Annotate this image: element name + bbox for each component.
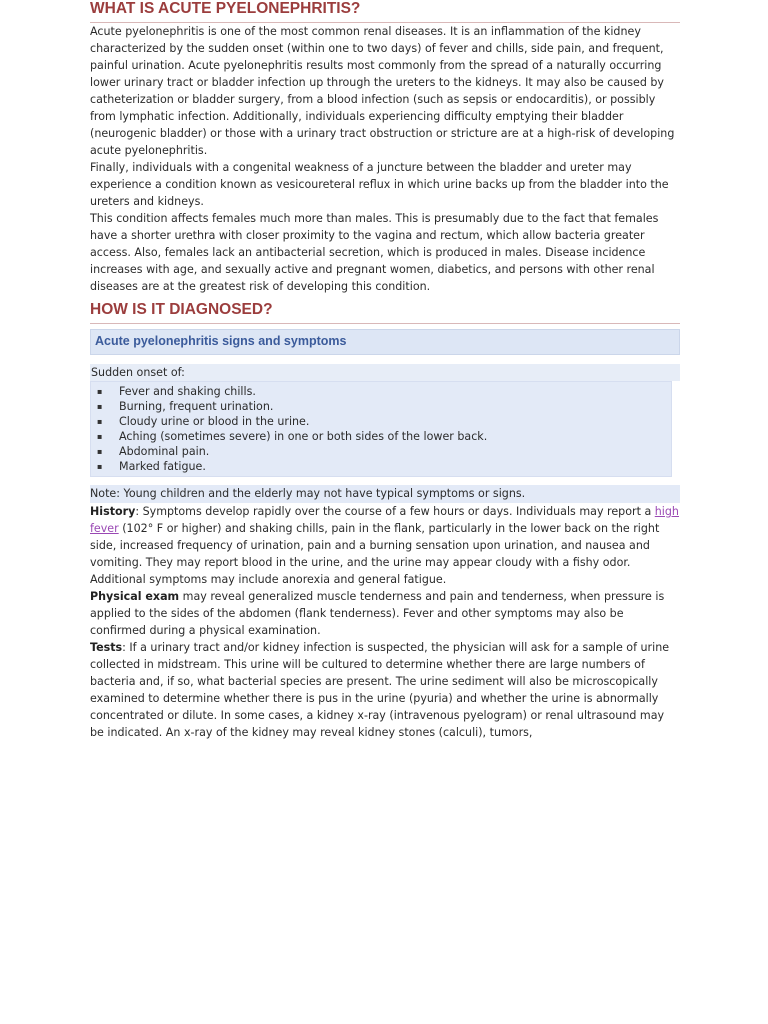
symptom-item [91, 414, 671, 429]
paragraph-tests [90, 639, 680, 741]
symptom-item [91, 429, 671, 444]
section-heading-diagnosis: HOW IS IT DIAGNOSED? [90, 301, 680, 324]
history-text-b: (102° F or higher) and shaking chills, pain in the flank, particularly in the lower back on the right side, increased frequency of urination, pain and a burning sensation upon urination, and nausea and vomiting. They may report blood in the urine, and the urine may appear cloudy with a fishy odor. Additional symptoms may include anorexia and general fatigue. [90, 522, 660, 586]
bullet-icon: ▪ [97, 387, 103, 396]
history-text-a: : Symptoms develop rapidly over the course of a few hours or days. Individuals may report a [135, 505, 655, 518]
symptom-text: Aching (sometimes severe) in one or both sides of the lower back. [119, 430, 488, 443]
paragraph-definition: Acute pyelonephritis is one of the most common renal diseases. It is an inflammation of the kidney characterized by the sudden onset (within one to two days) of fever and chills, side pain, and frequent, painful urination. Acute pyelonephritis results most commonly from the spread of a naturally occurring lower urinary tract or bladder infection up through the ureters to the kidneys. It may also be caused by catheterization or bladder surgery, from a blood infection (such as sepsis or endocarditis), or possibly from lymphatic infection. Additionally, individuals experiencing difficulty emptying their bladder (neurogenic bladder) or those with a urinary tract obstruction or stricture are at a high-risk of developing acute pyelonephritis. [90, 25, 675, 157]
bullet-icon: ▪ [97, 432, 103, 441]
symptom-item [91, 459, 671, 474]
tests-text: : If a urinary tract and/or kidney infection is suspected, the physician will ask for a sample of urine collected in midstream. This urine will be cultured to determine whether there are large numbers of bacteria and, if so, what bacterial species are present. The urine sediment will also be microscopically examined to determine whether there is pus in the urine (pyuria) and whether the urine is abnormally concentrated or dilute. In some cases, a kidney x-ray (intravenous pyelogram) or renal ultrasound may be indicated. An x-ray of the kidney may reveal kidney stones (calculi), tumors, [90, 641, 670, 739]
paragraph-physical-exam [90, 588, 680, 639]
tests-label: Tests [90, 641, 123, 654]
bullet-icon: ▪ [97, 402, 103, 411]
symptom-text: Abdominal pain. [119, 445, 210, 458]
physical-exam-label: Physical exam [90, 590, 180, 603]
paragraph-history [90, 503, 680, 588]
symptom-item [91, 384, 671, 399]
symptom-text: Fever and shaking chills. [119, 385, 256, 398]
symptom-item [91, 444, 671, 459]
symptom-text: Marked fatigue. [119, 460, 206, 473]
history-label: History [90, 505, 136, 518]
physical-exam-text: may reveal generalized muscle tenderness and pain and tenderness, when pressure is applied to the sides of the abdomen (flank tenderness). Fever and other symptoms may also be confirmed during a physical examination. [90, 590, 665, 637]
signs-symptoms-box-title: Acute pyelonephritis signs and symptoms [90, 329, 680, 355]
section-heading-what-is: WHAT IS ACUTE PYELONEPHRITIS? [90, 0, 680, 23]
document-page [90, 0, 680, 741]
high-fever-link[interactable]: high fever [90, 505, 679, 535]
symptom-list [90, 381, 672, 477]
paragraph-females: This condition affects females much more than males. This is presumably due to the fact that females have a shorter urethra with closer proximity to the vagina and rectum, which allow bacteria greater access. Also, females lack an antibacterial secretion, which is produced in males. Disease incidence increases with age, and sexually active and pregnant women, diabetics, and persons with other renal diseases are at the greatest risk of developing this condition. [90, 212, 659, 293]
symptom-item [91, 399, 671, 414]
sudden-onset-label: Sudden onset of: [90, 364, 680, 381]
symptom-text: Burning, frequent urination. [119, 400, 274, 413]
note-children-elderly: Note: Young children and the elderly may not have typical symptoms or signs. [90, 485, 680, 503]
bullet-icon: ▪ [97, 447, 103, 456]
bullet-icon: ▪ [97, 462, 103, 471]
bullet-icon: ▪ [97, 417, 103, 426]
paragraph-congenital: Finally, individuals with a congenital weakness of a juncture between the bladder and ureter may experience a condition known as vesicoureteral reflux in which urine backs up from the bladder into the ureters and kidneys. [90, 161, 669, 208]
symptom-text: Cloudy urine or blood in the urine. [119, 415, 310, 428]
